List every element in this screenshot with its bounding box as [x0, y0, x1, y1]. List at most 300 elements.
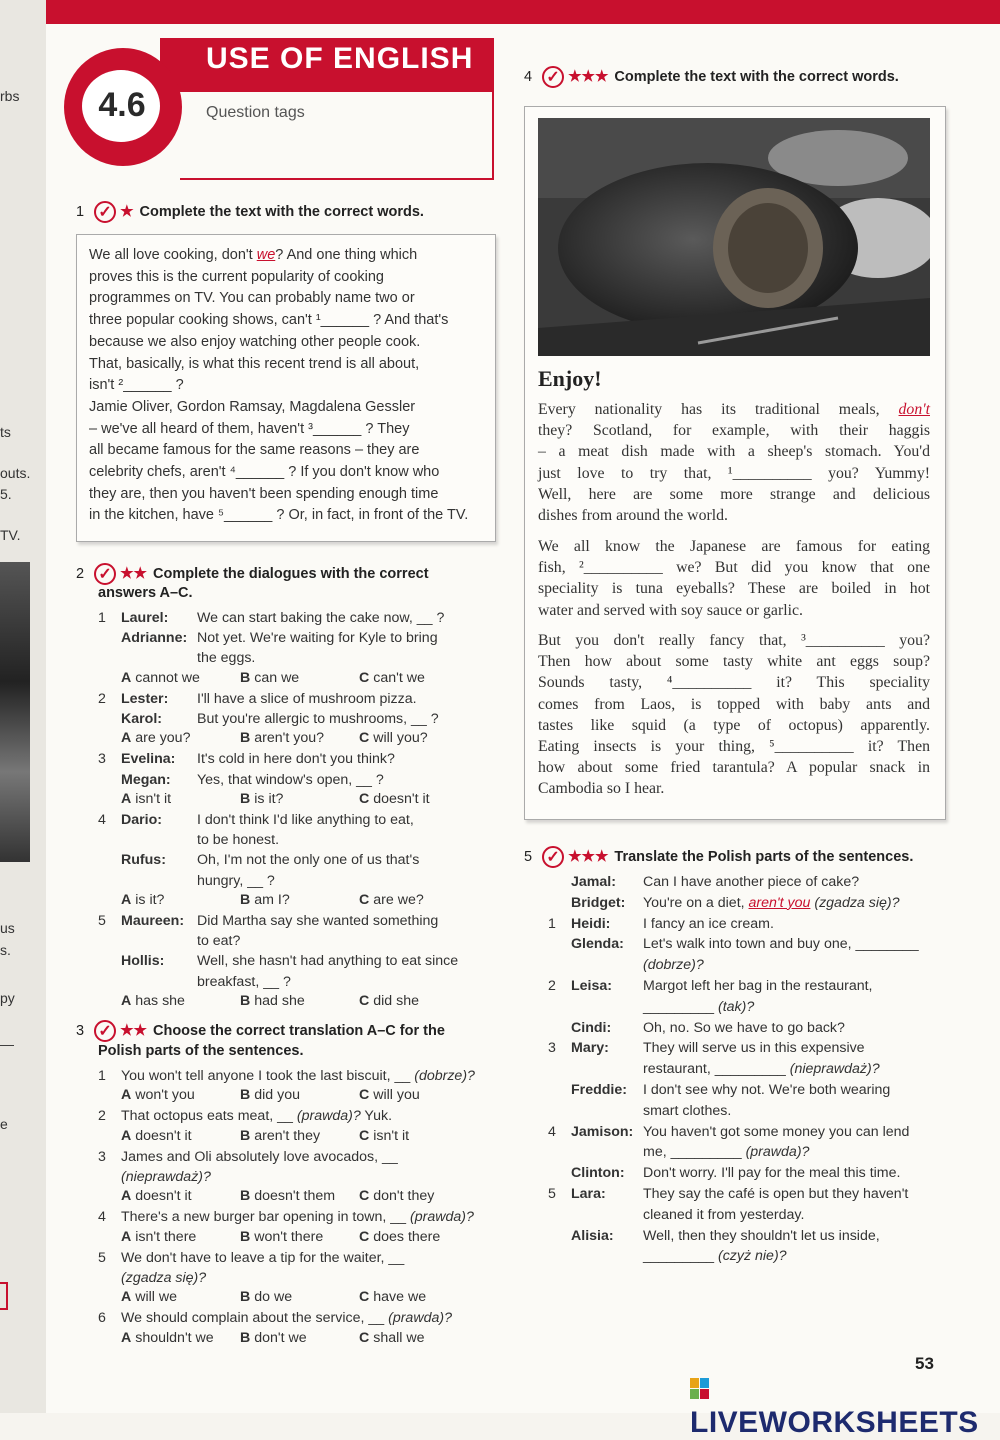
ex2-line: We can start baking the cake now, __ ?: [197, 610, 445, 626]
brand-text: LIVEWORKSHEETS: [690, 1406, 979, 1439]
ex3-line: [121, 1308, 452, 1328]
ex3-number: 3: [76, 1022, 85, 1039]
option-letter: C: [359, 1289, 370, 1306]
speaker-name: Heidi:: [571, 915, 611, 932]
option-letter: B: [240, 1289, 251, 1306]
ex2-speaker: [121, 770, 171, 790]
ex5-line: [643, 1142, 809, 1162]
option-letter: A: [121, 730, 132, 747]
ex2-option: [359, 670, 425, 686]
speaker-name: Evelina:: [121, 751, 176, 768]
ex1-line: [89, 440, 491, 462]
option-letter: A: [121, 669, 132, 686]
ex5-speaker: [571, 1226, 614, 1246]
ex3-item-number: 3: [98, 1148, 106, 1165]
ex1-text-part: ? And one thing which: [275, 247, 418, 263]
ex1-line: [89, 267, 491, 289]
ex1-instruction: Complete the text with the correct words.: [139, 203, 424, 220]
ex5-speaker: [571, 1184, 606, 1204]
ex2-item-number: 1: [98, 610, 106, 626]
section-subtitle: Question tags: [206, 104, 305, 121]
ex3-item-number: 5: [98, 1249, 106, 1266]
option-text: aren't you?: [254, 730, 325, 747]
ex2-line: to eat?: [197, 933, 241, 950]
option-letter: B: [240, 1127, 251, 1144]
ex2-option: [121, 791, 171, 807]
option-text: won't there: [254, 1228, 324, 1245]
ex2-speaker: [121, 951, 164, 971]
adjacent-page-text: ts: [0, 424, 11, 440]
ex2-speaker: [121, 810, 162, 830]
ex3-item-number: 2: [98, 1108, 106, 1125]
ex2-speaker: [121, 709, 162, 729]
ex4-instruction: Complete the text with the correct words.: [614, 68, 899, 85]
ex3-option: [240, 1229, 323, 1245]
option-letter: B: [240, 790, 251, 807]
option-letter: A: [121, 790, 132, 807]
option-letter: B: [240, 1188, 251, 1205]
ex3-option: [359, 1087, 420, 1103]
ex3-option: [240, 1188, 335, 1204]
option-text: did you: [254, 1087, 300, 1104]
option-text: is it?: [254, 790, 284, 807]
option-text: do we: [254, 1289, 293, 1306]
ex5-line: I don't see why not. We're both wearing: [643, 1082, 891, 1098]
ex1-text-part: – we've all heard of them, haven't ³______ ? They: [89, 420, 410, 437]
ex1-text-part: That, basically, is what this recent trend is all about,: [89, 355, 420, 372]
header-divider-vertical: [492, 92, 494, 180]
speaker-name: Karol:: [121, 711, 162, 727]
ex4-p3-line: Then how about some tasty white ant eggs soup?: [538, 653, 930, 671]
ex1-line: [89, 505, 491, 527]
ex3-line: [121, 1268, 206, 1288]
ex5-speaker: [571, 872, 616, 892]
ex4-example-answer: don't: [898, 401, 930, 418]
ex5-line: smart clothes.: [643, 1102, 732, 1119]
option-text: are you?: [135, 730, 191, 747]
ex5-polish-hint: (tak)?: [717, 998, 755, 1015]
ex3-option: [121, 1330, 214, 1346]
ex1-text-part: programmes on TV. You can probably name two or: [89, 290, 415, 307]
option-text: shall we: [373, 1329, 425, 1346]
speaker-name: Glenda:: [571, 936, 624, 953]
adjacent-page-text: s.: [0, 942, 11, 958]
option-text: aren't they: [254, 1127, 321, 1144]
ex2-heading: [76, 563, 429, 585]
option-text: had she: [254, 992, 305, 1009]
ex3-option: [121, 1188, 192, 1204]
adjacent-page-photo: [0, 562, 30, 862]
ex2-item-number: 4: [98, 812, 106, 828]
option-letter: A: [121, 1188, 132, 1205]
ex1-text-part: in the kitchen, have ⁵______ ? Or, in fact, in front of the TV.: [89, 507, 469, 524]
ex2-line: Yes, that window's open, __ ?: [197, 771, 384, 788]
ex2-item-number: 5: [98, 913, 106, 929]
ex3-text: That octopus eats meat, __: [121, 1108, 297, 1125]
option-letter: C: [359, 992, 370, 1009]
ex5-item-number: 4: [548, 1123, 556, 1140]
ex2-option: [121, 670, 200, 686]
ex2-line: Oh, I'm not the only one of us that's: [197, 852, 420, 869]
ex5-speaker: [571, 914, 610, 934]
ex2-line: Well, she hasn't had anything to eat since: [197, 953, 459, 970]
option-text: have we: [373, 1289, 427, 1306]
adjacent-page-text: e: [0, 1116, 8, 1132]
ex1-text-part: proves this is the current popularity of cooking: [89, 268, 384, 285]
check-icon: ✓: [542, 846, 564, 868]
ex1-line: [89, 288, 491, 310]
ex5-speaker: [571, 1122, 633, 1142]
ex3-item-number: 6: [98, 1310, 106, 1327]
ex1-heading: [76, 201, 424, 223]
speaker-name: Lester:: [121, 690, 169, 707]
option-letter: C: [359, 1127, 370, 1144]
ex5-line: [643, 1246, 787, 1266]
ex2-line: It's cold in here don't you think?: [197, 751, 395, 768]
adjacent-page-text: outs.: [0, 465, 31, 481]
ex4-text: they? Scotland, for example, with their haggis: [538, 422, 930, 440]
ex1-line: [89, 310, 491, 332]
ex5-speaker: [571, 1080, 627, 1100]
ex3-line: [121, 1066, 475, 1086]
ex3-option: [359, 1330, 425, 1346]
ex2-option: [359, 993, 419, 1009]
haggis-photo: [538, 118, 930, 356]
adjacent-page-text: rbs: [0, 88, 20, 104]
adjacent-page-strip: [0, 0, 46, 1413]
ex5-instruction: Translate the Polish parts of the sentences.: [614, 848, 914, 865]
option-text: will you?: [373, 730, 428, 747]
ex5-heading: [524, 846, 913, 868]
speaker-name: Megan:: [121, 771, 171, 788]
ex3-item-number: 4: [98, 1209, 106, 1226]
liveworksheets-logo: [690, 1372, 1000, 1440]
option-text: isn't there: [135, 1228, 197, 1245]
ex2-option: [240, 892, 290, 908]
speaker-name: Adrianne:: [121, 630, 188, 647]
ex3-option: [240, 1128, 320, 1144]
speaker-name: Jamal:: [571, 874, 616, 890]
option-text: will you: [373, 1087, 420, 1104]
option-text: isn't it: [135, 790, 172, 807]
speaker-name: Freddie:: [571, 1082, 627, 1098]
ex3-text: There's a new burger bar opening in town, __: [121, 1209, 411, 1226]
ex4-p2-line: We all know the Japanese are famous for eating: [538, 538, 930, 555]
ex4-p3-line: comes from Laos, is topped with baby ants and: [538, 695, 930, 713]
speaker-name: Maureen:: [121, 913, 185, 929]
ex2-line: to be honest.: [197, 832, 280, 849]
ex3-option: [240, 1087, 300, 1103]
ex4-number: 4: [524, 68, 533, 85]
ex5-example-answer: aren't you: [748, 894, 811, 911]
option-text: isn't it: [373, 1127, 410, 1144]
article-heading: Enjoy!: [538, 366, 602, 391]
option-text: doesn't it: [373, 790, 430, 807]
ex4-text: dishes from around the world.: [538, 507, 728, 524]
ex2-option: [359, 791, 430, 807]
ex2-option: [359, 892, 424, 908]
ex5-line: Margot left her bag in the restaurant,: [643, 978, 873, 994]
ex3-option: [240, 1330, 307, 1346]
option-text: don't we: [254, 1329, 307, 1346]
option-letter: A: [121, 1228, 132, 1245]
ex5-text: _________: [643, 998, 718, 1015]
ex3-option: [359, 1188, 434, 1204]
speaker-name: Alisia:: [571, 1227, 614, 1244]
ex5-line: [643, 955, 704, 975]
ex3-instruction-line2: Polish parts of the sentences.: [98, 1043, 304, 1059]
ex5-item-number: 2: [548, 978, 556, 994]
ex3-line: James and Oli absolutely love avocados, __: [121, 1148, 398, 1165]
ex4-p3-line: how about some fried tarantula? A popular snack in: [538, 759, 930, 777]
ex5-line: Can I have another piece of cake?: [643, 874, 860, 890]
option-letter: C: [359, 1188, 370, 1205]
ex3-line: We don't have to leave a tip for the waiter, __: [121, 1249, 405, 1266]
ex1-text-part: celebrity chefs, aren't ⁴______ ? If you don't know who: [89, 464, 440, 481]
ex4-text: Well, here are some more strange and delicious: [538, 485, 930, 503]
option-letter: A: [121, 891, 132, 908]
speaker-name: Jamison:: [571, 1123, 634, 1140]
top-red-band: [46, 0, 1000, 24]
ex5-line: [643, 1059, 880, 1079]
ex4-p1-line: [538, 441, 930, 463]
option-letter: C: [359, 1087, 370, 1104]
ex4-p2-line: water and served with soy sauce or garlic.: [538, 601, 803, 619]
ex5-speaker: [571, 976, 612, 996]
option-letter: B: [240, 891, 251, 908]
ex2-option: [121, 993, 185, 1009]
haggis-photo-illustration: [538, 118, 930, 356]
option-text: doesn't it: [135, 1188, 192, 1205]
option-text: am I?: [254, 891, 290, 908]
ex5-line: [643, 893, 900, 913]
ex4-p3-line: Eating insects is your thing, ⁵__________ it? Then: [538, 738, 930, 755]
ex2-option: [240, 670, 299, 686]
adjacent-page-text: 5.: [0, 486, 12, 502]
ex5-polish-hint: (czyż nie)?: [717, 1248, 787, 1265]
ex2-option: [359, 730, 428, 746]
ex1-line: [89, 245, 491, 267]
ex4-text: just love to try that, ¹__________ you? Yummy!: [538, 464, 930, 482]
ex5-speaker: [571, 1038, 609, 1058]
ex2-option: [240, 730, 324, 746]
ex1-text-part: because we also enjoy watching other people cook.: [89, 333, 421, 350]
option-text: can't we: [373, 669, 425, 686]
ex3-text: We should complain about the service, __: [121, 1310, 389, 1327]
check-icon: ✓: [94, 563, 116, 585]
header-divider-horizontal: [180, 178, 494, 180]
ex5-polish-hint: (zgadza się)?: [810, 894, 900, 911]
speaker-name: Dario:: [121, 812, 162, 828]
ex3-option: [121, 1289, 177, 1305]
option-text: did she: [373, 992, 419, 1009]
liveworksheets-grid-icon: [690, 1378, 710, 1400]
ex5-line: Oh, no. So we have to go back?: [643, 1019, 845, 1036]
ex1-text-part: We all love cooking, don't: [89, 247, 257, 263]
adjacent-page-red-mark: [0, 1282, 8, 1310]
ex3-option: [121, 1229, 196, 1245]
ex4-text: Every nationality has its traditional meals,: [538, 401, 899, 418]
option-text: doesn't it: [135, 1127, 192, 1144]
adjacent-page-text: us: [0, 920, 15, 936]
ex5-speaker: [571, 893, 625, 913]
option-letter: B: [240, 992, 251, 1009]
option-letter: C: [359, 1228, 370, 1245]
ex5-text: _________: [643, 1248, 718, 1265]
option-text: can we: [254, 669, 300, 686]
ex2-line: breakfast, __ ?: [197, 973, 291, 990]
ex4-p3-line: Cambodia so I hear.: [538, 780, 665, 798]
ex3-option: [121, 1087, 195, 1103]
option-text: has she: [135, 992, 185, 1009]
ex1-line: [89, 462, 491, 484]
ex3-option: [359, 1289, 426, 1305]
ex3-polish-hint: (dobrze)?: [414, 1068, 475, 1084]
ex2-speaker: [121, 749, 175, 769]
ex1-text-part: isn't ²______ ?: [89, 377, 184, 394]
ex2-speaker: [121, 911, 184, 931]
ex5-line: cleaned it from yesterday.: [643, 1206, 805, 1223]
ex5-line: They say the café is open but they haven't: [643, 1186, 909, 1202]
ex4-heading: [524, 66, 899, 88]
option-text: does there: [373, 1228, 441, 1245]
check-icon: ✓: [94, 1020, 116, 1042]
option-text: won't you: [135, 1087, 195, 1104]
ex4-p2-line: fish, ²__________ we? But did you know that one: [538, 559, 930, 577]
ex3-option: [359, 1128, 409, 1144]
ex1-line: [89, 375, 491, 397]
speaker-name: Bridget:: [571, 894, 626, 911]
ex5-line: Let's walk into town and buy one, ________: [643, 936, 919, 953]
ex2-line: Not yet. We're waiting for Kyle to bring: [197, 630, 438, 647]
ex2-speaker: [121, 608, 168, 628]
star-icon: ★: [120, 202, 134, 220]
ex3-polish-hint: (zgadza się)?: [121, 1270, 207, 1286]
option-text: shouldn't we: [135, 1329, 214, 1346]
option-text: cannot we: [135, 669, 200, 686]
ex2-instruction: Complete the dialogues with the correct: [152, 565, 429, 582]
ex2-option: [240, 993, 305, 1009]
unit-number: 4.6: [98, 86, 146, 124]
option-text: don't they: [373, 1188, 435, 1205]
ex5-line: I fancy an ice cream.: [643, 915, 774, 932]
speaker-name: Mary:: [571, 1040, 609, 1057]
ex5-text: restaurant, _________: [643, 1061, 790, 1078]
ex3-instruction: Choose the correct translation A–C for the: [152, 1022, 445, 1039]
star-icon: ★★★: [568, 67, 609, 85]
ex1-text-part: Jamie Oliver, Gordon Ramsay, Magdalena Gessler: [89, 398, 416, 415]
ex2-option: [240, 791, 283, 807]
adjacent-page-text: —: [0, 1036, 14, 1052]
ex2-line: I don't think I'd like anything to eat,: [197, 812, 414, 828]
star-icon: ★★: [120, 564, 147, 582]
ex3-polish-hint: (prawda)?: [388, 1310, 452, 1327]
option-letter: B: [240, 1228, 251, 1245]
speaker-name: Laurel:: [121, 610, 169, 626]
ex3-text: You won't tell anyone I took the last biscuit, __: [121, 1068, 415, 1084]
ex5-speaker: [571, 1163, 625, 1183]
ex3-text: Yuk.: [360, 1108, 393, 1125]
ex3-line: [121, 1207, 474, 1227]
ex2-speaker: [121, 689, 168, 709]
option-letter: A: [121, 1289, 132, 1306]
speaker-name: Lara:: [571, 1186, 606, 1202]
option-letter: C: [359, 891, 370, 908]
option-letter: C: [359, 790, 370, 807]
ex4-p1-line: [538, 505, 930, 527]
option-letter: A: [121, 992, 132, 1009]
section-title: USE OF ENGLISH: [206, 42, 474, 75]
check-icon: ✓: [542, 66, 564, 88]
check-icon: ✓: [94, 201, 116, 223]
ex1-line: [89, 419, 491, 441]
ex5-polish-hint: (nieprawdaż)?: [789, 1061, 880, 1078]
ex3-item-number: 1: [98, 1068, 106, 1084]
ex5-number: 5: [524, 848, 533, 865]
ex3-polish-hint: (prawda)?: [296, 1108, 361, 1125]
ex2-item-number: 3: [98, 751, 106, 768]
ex1-line: [89, 332, 491, 354]
ex5-polish-hint: (dobrze)?: [643, 957, 704, 974]
ex2-line: But you're allergic to mushrooms, __ ?: [197, 711, 439, 727]
ex3-option: [359, 1229, 440, 1245]
ex5-speaker: [571, 934, 624, 954]
adjacent-page-text: py: [0, 990, 15, 1006]
ex4-p1-line: [538, 399, 930, 421]
ex2-option: [121, 730, 190, 746]
ex4-p1-line: [538, 463, 930, 485]
ex2-line: the eggs.: [197, 650, 256, 667]
option-letter: C: [359, 669, 370, 686]
ex1-text: [89, 245, 491, 527]
option-letter: A: [121, 1087, 132, 1104]
option-text: doesn't them: [254, 1188, 336, 1205]
speaker-name: Leisa:: [571, 978, 613, 994]
ex5-line: You haven't got some money you can lend: [643, 1123, 910, 1140]
ex5-polish-hint: (prawda)?: [745, 1144, 810, 1161]
ex5-speaker: [571, 1018, 611, 1038]
ex3-polish-hint: (prawda)?: [410, 1209, 474, 1226]
ex2-line: Did Martha say she wanted something: [197, 913, 439, 929]
option-text: is it?: [135, 891, 165, 908]
option-text: will we: [135, 1289, 178, 1306]
option-letter: B: [240, 730, 251, 747]
ex2-number: 2: [76, 565, 85, 582]
ex1-line: [89, 397, 491, 419]
ex5-text: You're on a diet,: [643, 894, 749, 911]
ex5-text: me, _________: [643, 1144, 746, 1161]
ex3-line: [121, 1106, 392, 1126]
option-text: are we?: [373, 891, 424, 908]
option-letter: A: [121, 1329, 132, 1346]
ex5-line: [643, 997, 754, 1017]
ex2-option: [121, 892, 164, 908]
ex5-item-number: 1: [548, 915, 556, 932]
ex5-line: Well, then they shouldn't let us inside,: [643, 1227, 880, 1244]
adjacent-page-text: TV.: [0, 527, 21, 543]
ex5-line: Don't worry. I'll pay for the meal this time.: [643, 1165, 901, 1182]
ex2-speaker: [121, 628, 187, 648]
ex1-text-part: all became famous for the same reasons – they are: [89, 442, 420, 459]
speaker-name: Clinton:: [571, 1165, 625, 1182]
ex3-option: [121, 1128, 192, 1144]
ex4-p3-line: tastes like squid (a type of octopus) apparently.: [538, 716, 930, 734]
ex1-number: 1: [76, 203, 85, 220]
page-number: 53: [915, 1354, 934, 1373]
star-icon: ★★★: [568, 847, 609, 865]
ex4-text: – a meat dish made with a sheep's stomach. You'd: [538, 443, 930, 461]
option-letter: A: [121, 1127, 132, 1144]
